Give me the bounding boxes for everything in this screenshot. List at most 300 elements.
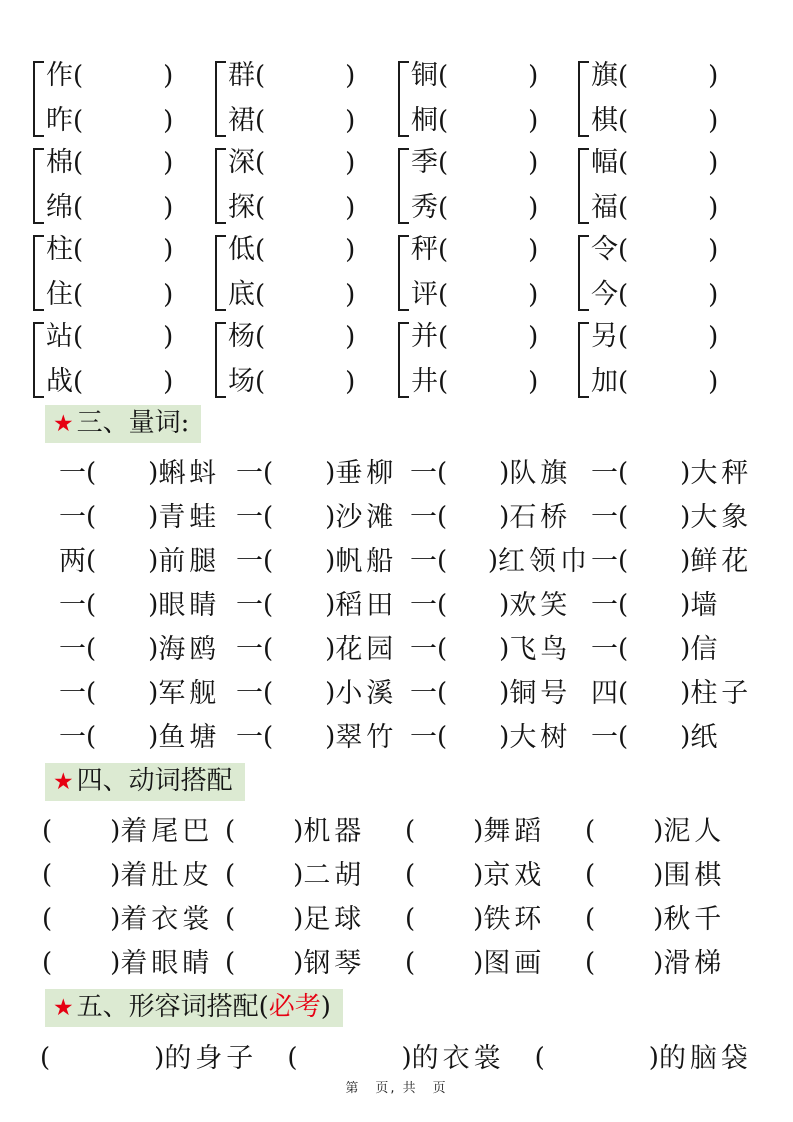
item-word: 前腿: [158, 545, 221, 577]
item-word: 着尾巴: [120, 815, 214, 847]
paren-open: (: [255, 105, 266, 136]
measure-item: [410, 715, 591, 759]
item-word: 足球: [303, 903, 366, 935]
paren-open: (: [42, 816, 53, 846]
measure-item: [59, 495, 236, 539]
pair-bracket-icon: [578, 235, 589, 311]
measure-item: [236, 583, 410, 627]
char-pair: [215, 317, 398, 401]
number-char: 一: [410, 545, 437, 577]
paren-close: ): [528, 60, 539, 91]
pair-bracket-icon: [578, 61, 589, 137]
pair-char: 旗: [591, 60, 618, 91]
answer-blank: [448, 75, 528, 76]
pair-bracket-icon: [215, 61, 226, 137]
paren-close: ): [154, 1043, 165, 1073]
answer-blank: [83, 75, 163, 76]
paren-open: (: [618, 678, 629, 708]
measure-item: [236, 715, 410, 759]
char-pair: [33, 56, 215, 140]
answer-blank: [415, 963, 473, 964]
number-char: 一: [59, 589, 86, 621]
answer-blank: [447, 693, 499, 694]
paren-close: ): [680, 678, 691, 708]
char-pair: [398, 56, 578, 140]
paren-close: ): [345, 147, 356, 178]
paren-close: ): [653, 904, 664, 934]
measure-item: [59, 583, 236, 627]
answer-blank: [447, 517, 499, 518]
verb-item: [225, 941, 405, 985]
number-char: 一: [59, 457, 86, 489]
paren-close: ): [499, 590, 510, 620]
item-word: 垂柳: [335, 457, 398, 489]
paren-open: (: [42, 948, 53, 978]
answer-blank: [628, 649, 680, 650]
paren-open: (: [618, 147, 629, 178]
pair-bracket-icon: [215, 322, 226, 398]
paren-close: ): [653, 860, 664, 890]
paren-open: (: [618, 234, 629, 265]
pair-char: 作: [46, 60, 73, 91]
must-test-badge: 必考: [268, 992, 321, 1022]
paren-open: (: [86, 678, 97, 708]
section5-title: 五、形容词搭配(: [76, 992, 269, 1022]
paren-close: ): [528, 192, 539, 223]
answer-blank: [235, 963, 293, 964]
pair-char: 加: [591, 366, 618, 397]
measure-item: [591, 539, 767, 583]
measure-item: [410, 495, 591, 539]
paren-open: (: [86, 458, 97, 488]
paren-close: ): [499, 458, 510, 488]
paren-close: ): [293, 816, 304, 846]
paren-open: (: [255, 147, 266, 178]
item-word: 铁环: [483, 903, 546, 935]
answer-blank: [448, 249, 528, 250]
paren-close: ): [148, 634, 159, 664]
answer-blank: [297, 1058, 401, 1059]
verb-match-section: [42, 809, 767, 985]
pair-char: 秀: [411, 192, 438, 223]
paren-close: ): [499, 722, 510, 752]
paren-close: ): [163, 366, 174, 397]
paren-open: (: [618, 634, 629, 664]
star-icon: ★: [53, 411, 74, 437]
answer-blank: [447, 737, 499, 738]
number-char: 四: [591, 677, 618, 709]
paren-close: ): [345, 321, 356, 352]
measure-item: [59, 451, 236, 495]
paren-open: (: [73, 192, 84, 223]
item-word: 翠竹: [335, 721, 398, 753]
paren-open: (: [255, 366, 266, 397]
answer-blank: [265, 381, 345, 382]
paren-close: ): [148, 458, 159, 488]
paren-close: ): [528, 279, 539, 310]
measure-item: [410, 671, 591, 715]
pair-bracket-icon: [398, 148, 409, 224]
measure-item: [591, 715, 767, 759]
answer-blank: [595, 831, 653, 832]
item-word: 眼睛: [158, 589, 221, 621]
item-word: 大树: [509, 721, 572, 753]
number-char: 一: [59, 677, 86, 709]
item-word: 军舰: [158, 677, 221, 709]
item-word: 欢笑: [509, 589, 572, 621]
star-icon: ★: [53, 995, 74, 1021]
verb-item: [585, 853, 767, 897]
answer-blank: [96, 649, 148, 650]
char-pair: [578, 230, 767, 314]
answer-blank: [448, 162, 528, 163]
section3-heading: [45, 405, 201, 443]
paren-close: ): [345, 192, 356, 223]
number-char: 一: [410, 677, 437, 709]
answer-blank: [628, 381, 708, 382]
paren-close: ): [473, 948, 484, 978]
verb-item: [225, 897, 405, 941]
answer-blank: [448, 120, 528, 121]
pair-char: 柱: [46, 234, 73, 265]
char-pair: [215, 56, 398, 140]
measure-item: [591, 583, 767, 627]
paren-open: (: [438, 60, 449, 91]
char-pair: [215, 230, 398, 314]
paren-open: (: [618, 60, 629, 91]
paren-open: (: [287, 1043, 298, 1073]
measure-item: [410, 539, 591, 583]
paren-open: (: [263, 678, 274, 708]
item-word: 大象: [690, 501, 753, 533]
char-pair: [398, 143, 578, 227]
verb-item: [42, 809, 225, 853]
adjective-item: [534, 1042, 752, 1074]
pair-bracket-icon: [33, 235, 44, 311]
pair-char: 评: [411, 279, 438, 310]
paren-open: (: [263, 722, 274, 752]
pair-char: 昨: [46, 105, 73, 136]
answer-blank: [628, 561, 680, 562]
measure-item: [59, 539, 236, 583]
paren-close: ): [708, 60, 719, 91]
paren-close: ): [528, 105, 539, 136]
paren-close: ): [528, 321, 539, 352]
item-word: 柱子: [690, 677, 753, 709]
page-footer: 第 页, 共 页: [345, 1081, 448, 1096]
pair-char: 令: [591, 234, 618, 265]
pair-char: 桐: [411, 105, 438, 136]
paren-close: ): [163, 321, 174, 352]
paren-close: ): [680, 458, 691, 488]
verb-item: [225, 809, 405, 853]
paren-close: ): [708, 279, 719, 310]
pair-bracket-icon: [398, 61, 409, 137]
paren-close: ): [528, 147, 539, 178]
answer-blank: [96, 473, 148, 474]
verb-item: [405, 809, 585, 853]
item-word: 墙: [690, 589, 722, 621]
char-pair: [578, 317, 767, 401]
paren-open: (: [73, 366, 84, 397]
paren-open: (: [255, 279, 266, 310]
paren-open: (: [263, 502, 274, 532]
paren-open: (: [618, 458, 629, 488]
item-word: 图画: [483, 947, 546, 979]
answer-blank: [265, 249, 345, 250]
section5-title-suffix: ): [320, 992, 331, 1022]
answer-blank: [415, 831, 473, 832]
paren-close: ): [148, 722, 159, 752]
answer-blank: [265, 120, 345, 121]
item-word: 的身子: [164, 1042, 258, 1074]
number-char: 一: [591, 457, 618, 489]
answer-blank: [265, 207, 345, 208]
pair-bracket-icon: [578, 322, 589, 398]
answer-blank: [265, 294, 345, 295]
item-word: 石桥: [509, 501, 572, 533]
paren-open: (: [438, 105, 449, 136]
number-char: 两: [59, 545, 86, 577]
paren-open: (: [437, 546, 448, 576]
answer-blank: [52, 875, 110, 876]
char-pair: [398, 317, 578, 401]
char-pair: [215, 143, 398, 227]
measure-item: [59, 627, 236, 671]
item-word: 青蛙: [158, 501, 221, 533]
number-char: 一: [591, 501, 618, 533]
item-word: 着肚皮: [120, 859, 214, 891]
answer-blank: [52, 919, 110, 920]
verb-item: [585, 809, 767, 853]
answer-blank: [50, 1058, 154, 1059]
paren-close: ): [528, 234, 539, 265]
pair-char: 群: [228, 60, 255, 91]
paren-open: (: [618, 722, 629, 752]
paren-close: ): [680, 502, 691, 532]
pair-char: 裙: [228, 105, 255, 136]
number-char: 一: [410, 721, 437, 753]
paren-close: ): [148, 590, 159, 620]
char-pairs-section: [33, 56, 767, 401]
item-word: 京戏: [483, 859, 546, 891]
answer-blank: [628, 162, 708, 163]
item-word: 沙滩: [335, 501, 398, 533]
paren-close: ): [293, 948, 304, 978]
item-word: 铜号: [509, 677, 572, 709]
char-pair: [33, 143, 215, 227]
answer-blank: [83, 207, 163, 208]
answer-blank: [628, 693, 680, 694]
paren-close: ): [110, 860, 121, 890]
paren-close: ): [163, 147, 174, 178]
item-word: 纸: [690, 721, 722, 753]
paren-close: ): [473, 904, 484, 934]
answer-blank: [96, 517, 148, 518]
paren-close: ): [401, 1043, 412, 1073]
item-word: 着眼睛: [120, 947, 214, 979]
measure-item: [591, 495, 767, 539]
answer-blank: [447, 649, 499, 650]
paren-close: ): [528, 366, 539, 397]
verb-item: [405, 941, 585, 985]
char-pair: [33, 230, 215, 314]
answer-blank: [96, 561, 148, 562]
paren-open: (: [405, 904, 416, 934]
answer-blank: [595, 963, 653, 964]
paren-open: (: [438, 147, 449, 178]
paren-open: (: [42, 860, 53, 890]
paren-close: ): [680, 590, 691, 620]
paren-close: ): [708, 147, 719, 178]
paren-close: ): [653, 816, 664, 846]
paren-open: (: [618, 192, 629, 223]
paren-open: (: [437, 634, 448, 664]
measure-item: [236, 627, 410, 671]
paren-close: ): [325, 678, 336, 708]
paren-close: ): [499, 634, 510, 664]
answer-blank: [96, 605, 148, 606]
measure-item: [236, 495, 410, 539]
paren-open: (: [405, 816, 416, 846]
answer-blank: [628, 120, 708, 121]
paren-open: (: [255, 60, 266, 91]
verb-item: [585, 897, 767, 941]
paren-open: (: [225, 860, 236, 890]
pair-char: 秤: [411, 234, 438, 265]
pair-bracket-icon: [578, 148, 589, 224]
answer-blank: [83, 249, 163, 250]
paren-open: (: [73, 234, 84, 265]
number-char: 一: [59, 633, 86, 665]
pair-char: 今: [591, 279, 618, 310]
number-char: 一: [591, 545, 618, 577]
paren-close: ): [708, 105, 719, 136]
pair-char: 深: [228, 147, 255, 178]
answer-blank: [83, 294, 163, 295]
verb-item: [42, 897, 225, 941]
pair-char: 棉: [46, 147, 73, 178]
char-pair: [398, 230, 578, 314]
pair-bracket-icon: [215, 148, 226, 224]
paren-close: ): [487, 546, 498, 576]
paren-close: ): [325, 458, 336, 488]
paren-close: ): [163, 279, 174, 310]
answer-blank: [235, 831, 293, 832]
paren-open: (: [86, 546, 97, 576]
paren-close: ): [708, 321, 719, 352]
pair-char: 探: [228, 192, 255, 223]
answer-blank: [83, 336, 163, 337]
item-word: 红领巾: [498, 545, 591, 577]
number-char: 一: [591, 633, 618, 665]
paren-close: ): [345, 105, 356, 136]
measure-item: [236, 539, 410, 583]
paren-open: (: [73, 105, 84, 136]
pair-char: 战: [46, 366, 73, 397]
answer-blank: [447, 605, 499, 606]
pair-bracket-icon: [215, 235, 226, 311]
item-word: 飞鸟: [509, 633, 572, 665]
answer-blank: [545, 1058, 649, 1059]
paren-close: ): [345, 366, 356, 397]
paren-open: (: [585, 904, 596, 934]
paren-open: (: [618, 590, 629, 620]
paren-open: (: [618, 502, 629, 532]
pair-char: 另: [591, 321, 618, 352]
paren-open: (: [618, 546, 629, 576]
paren-open: (: [405, 860, 416, 890]
paren-close: ): [680, 634, 691, 664]
answer-blank: [83, 120, 163, 121]
measure-item: [59, 715, 236, 759]
pair-char: 杨: [228, 321, 255, 352]
paren-close: ): [325, 546, 336, 576]
paren-open: (: [42, 904, 53, 934]
item-word: 围棋: [663, 859, 726, 891]
paren-close: ): [499, 502, 510, 532]
section3-title: 三、量词:: [76, 408, 190, 438]
number-char: 一: [236, 633, 263, 665]
item-word: 着衣裳: [120, 903, 214, 935]
paren-open: (: [255, 192, 266, 223]
item-word: 稻田: [335, 589, 398, 621]
answer-blank: [628, 75, 708, 76]
paren-open: (: [585, 860, 596, 890]
answer-blank: [448, 336, 528, 337]
measure-item: [591, 671, 767, 715]
answer-blank: [628, 249, 708, 250]
paren-open: (: [437, 590, 448, 620]
paren-open: (: [618, 105, 629, 136]
verb-item: [405, 897, 585, 941]
paren-open: (: [263, 634, 274, 664]
answer-blank: [628, 605, 680, 606]
item-word: 机器: [303, 815, 366, 847]
answer-blank: [273, 517, 325, 518]
paren-open: (: [225, 904, 236, 934]
verb-item: [585, 941, 767, 985]
measure-words-section: [59, 451, 767, 759]
number-char: 一: [236, 677, 263, 709]
paren-open: (: [73, 147, 84, 178]
paren-open: (: [263, 590, 274, 620]
adjective-item: [40, 1042, 258, 1074]
paren-close: ): [148, 546, 159, 576]
pair-bracket-icon: [398, 322, 409, 398]
answer-blank: [235, 919, 293, 920]
answer-blank: [273, 737, 325, 738]
paren-open: (: [534, 1043, 545, 1073]
item-word: 蝌蚪: [158, 457, 221, 489]
answer-blank: [83, 381, 163, 382]
paren-close: ): [708, 366, 719, 397]
number-char: 一: [410, 633, 437, 665]
paren-open: (: [438, 279, 449, 310]
pair-char: 低: [228, 234, 255, 265]
section4-heading: [45, 763, 245, 801]
paren-open: (: [405, 948, 416, 978]
pair-bracket-icon: [33, 148, 44, 224]
item-word: 滑梯: [663, 947, 726, 979]
char-pair: [578, 143, 767, 227]
answer-blank: [83, 162, 163, 163]
pair-char: 季: [411, 147, 438, 178]
paren-open: (: [86, 634, 97, 664]
answer-blank: [447, 561, 488, 562]
answer-blank: [52, 831, 110, 832]
paren-open: (: [86, 590, 97, 620]
